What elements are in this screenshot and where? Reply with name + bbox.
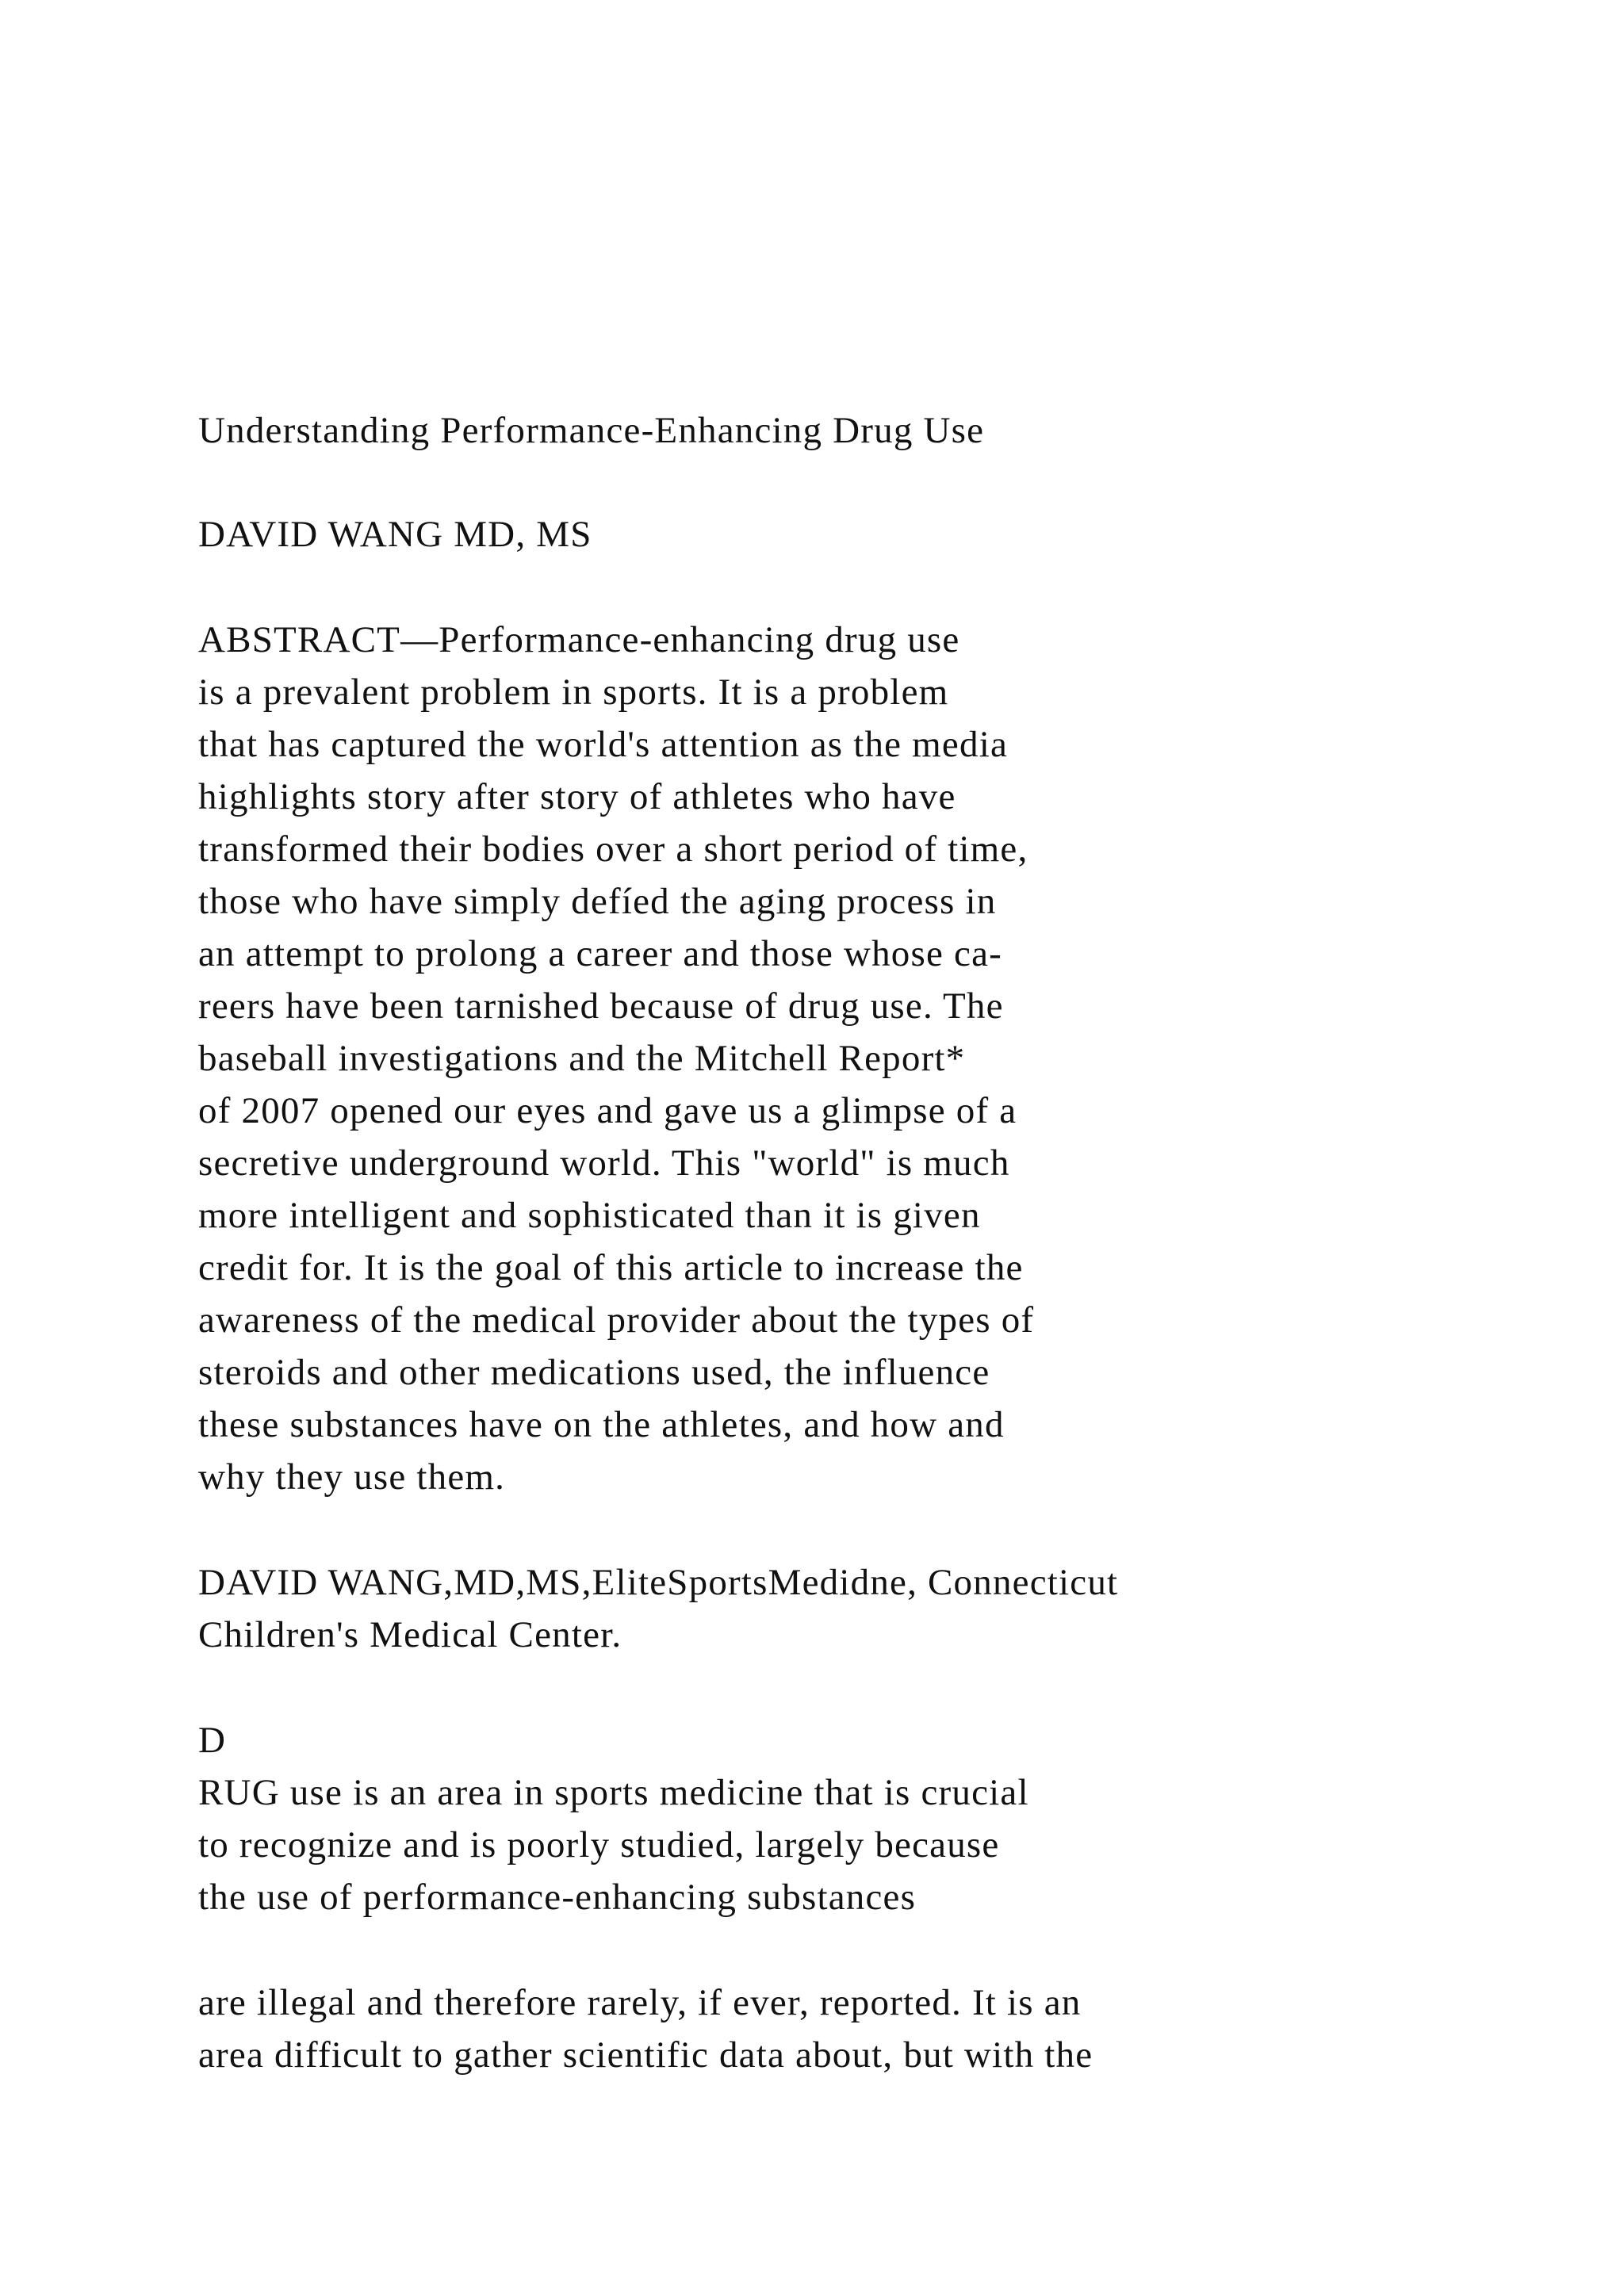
- drop-cap: D: [198, 1720, 227, 1761]
- body-line: to recognize and is poorly studied, largely because: [198, 1824, 1000, 1866]
- affiliation-line: DAVID WANG,MD,MS,EliteSportsMedidne, Connecticut: [198, 1562, 1119, 1603]
- abstract-line: an attempt to prolong a career and those whose ca-: [198, 933, 1002, 974]
- abstract-line: why they use them.: [198, 1456, 506, 1498]
- abstract-line: transformed their bodies over a short period of time,: [198, 828, 1028, 870]
- abstract-line: reers have been tarnished because of drug use. The: [198, 985, 1004, 1027]
- body-line: RUG use is an area in sports medicine that is crucial: [198, 1772, 1029, 1813]
- body-line: the use of performance-enhancing substances: [198, 1877, 917, 1918]
- body-line: are illegal and therefore rarely, if ever, reported. It is an: [198, 1982, 1082, 2023]
- abstract-line: of 2007 opened our eyes and gave us a glimpse of a: [198, 1090, 1017, 1131]
- abstract-line: that has captured the world's attention as the media: [198, 724, 1009, 765]
- abstract-line: ABSTRACT—Performance-enhancing drug use: [198, 619, 960, 660]
- abstract-line: these substances have on the athletes, and how and: [198, 1404, 1005, 1445]
- abstract-line: baseball investigations and the Mitchell Report*: [198, 1038, 966, 1079]
- abstract-line: credit for. It is the goal of this article to increase the: [198, 1247, 1024, 1288]
- abstract-line: secretive underground world. This "world" is much: [198, 1142, 1010, 1184]
- abstract-line: awareness of the medical provider about the types of: [198, 1299, 1035, 1341]
- abstract-line: more intelligent and sophisticated than it is given: [198, 1195, 981, 1236]
- body-line: area difficult to gather scientific data about, but with the: [198, 2034, 1094, 2076]
- abstract-line: those who have simply defíed the aging process in: [198, 881, 997, 922]
- author-line: DAVID WANG MD, MS: [198, 514, 592, 555]
- abstract-line: highlights story after story of athletes who have: [198, 776, 956, 817]
- abstract-line: is a prevalent problem in sports. It is a problem: [198, 672, 949, 713]
- abstract-line: steroids and other medications used, the influence: [198, 1352, 990, 1393]
- document-title: Understanding Performance-Enhancing Drug Use: [198, 410, 985, 451]
- affiliation-line: Children's Medical Center.: [198, 1614, 622, 1655]
